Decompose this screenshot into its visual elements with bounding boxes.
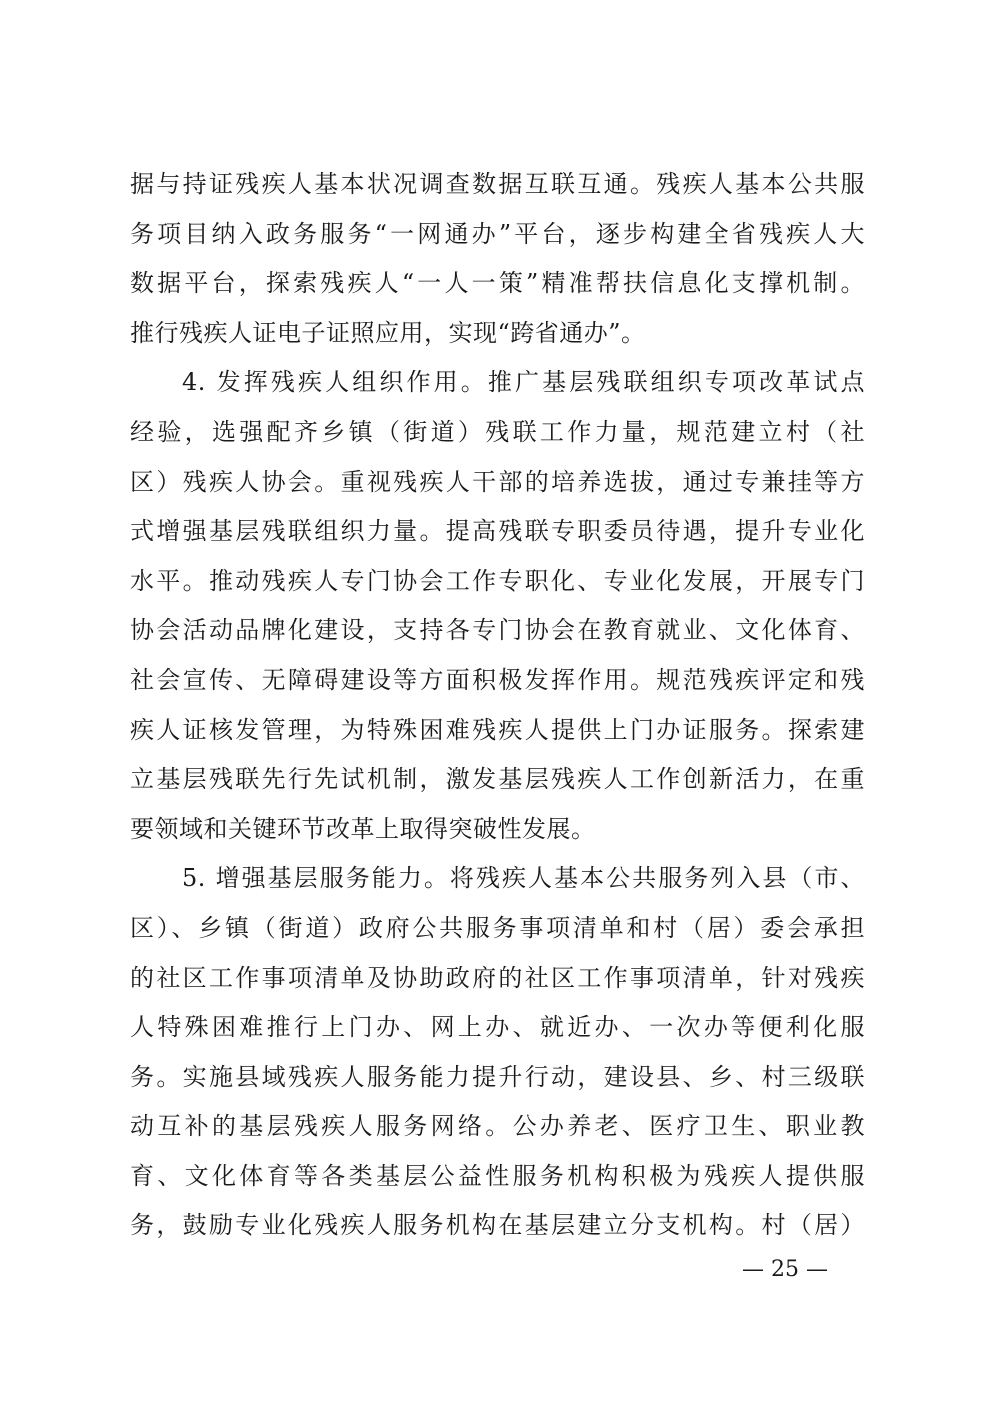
text-line: 区）、乡镇（街道）政府公共服务事项清单和村（居）委会承担: [130, 913, 865, 942]
text-line: 务项目纳入政务服务“一网通办”平台，逐步构建全省残疾人大: [130, 219, 865, 248]
text-line: 务。实施县域残疾人服务能力提升行动，建设县、乡、村三级联: [130, 1062, 865, 1091]
page-number: — 25 —: [742, 1257, 828, 1282]
section-4-heading-line: 4. 发挥残疾人组织作用。推广基层残联组织专项改革试点: [182, 368, 865, 397]
text-line: 社会宣传、无障碍建设等方面积极发挥作用。规范残疾评定和残: [130, 665, 865, 694]
text-line: 动互补的基层残疾人服务网络。公办养老、医疗卫生、职业教: [130, 1112, 865, 1141]
text-line: 协会活动品牌化建设，支持各专门协会在教育就业、文化体育、: [130, 616, 865, 645]
text-line: 据与持证残疾人基本状况调查数据互联互通。残疾人基本公共服: [130, 170, 865, 198]
text-line: 立基层残联先行先试机制，激发基层残疾人工作创新活力，在重: [130, 765, 865, 794]
text-line: 经验，选强配齐乡镇（街道）残联工作力量，规范建立村（社: [130, 417, 865, 446]
text-line: 疾人证核发管理，为特殊困难残疾人提供上门办证服务。探索建: [130, 715, 865, 744]
text-line: 推行残疾人证电子证照应用，实现“跨省通办”。: [130, 318, 646, 347]
body-text: [130, 160, 865, 1251]
text-line: 要领域和关键环节改革上取得突破性发展。: [130, 814, 596, 843]
text-line: 区）残疾人协会。重视残疾人干部的培养选拔，通过专兼挂等方: [130, 467, 865, 496]
text-line: 水平。推动残疾人专门协会工作专职化、专业化发展，开展专门: [130, 566, 865, 595]
text-line: 数据平台，探索残疾人“一人一策”精准帮扶信息化支撑机制。: [130, 269, 865, 298]
text-line: 育、文化体育等各类基层公益性服务机构积极为残疾人提供服: [130, 1161, 865, 1190]
text-line: 的社区工作事项清单及协助政府的社区工作事项清单，针对残疾: [130, 963, 865, 992]
text-line: 式增强基层残联组织力量。提高残联专职委员待遇，提升专业化: [130, 517, 865, 546]
section-5-heading-line: 5. 增强基层服务能力。将残疾人基本公共服务列入县（市、: [182, 864, 865, 893]
text-line: 人特殊困难推行上门办、网上办、就近办、一次办等便利化服: [130, 1013, 865, 1042]
text-line: 务，鼓励专业化残疾人服务机构在基层建立分支机构。村（居）: [130, 1211, 865, 1240]
